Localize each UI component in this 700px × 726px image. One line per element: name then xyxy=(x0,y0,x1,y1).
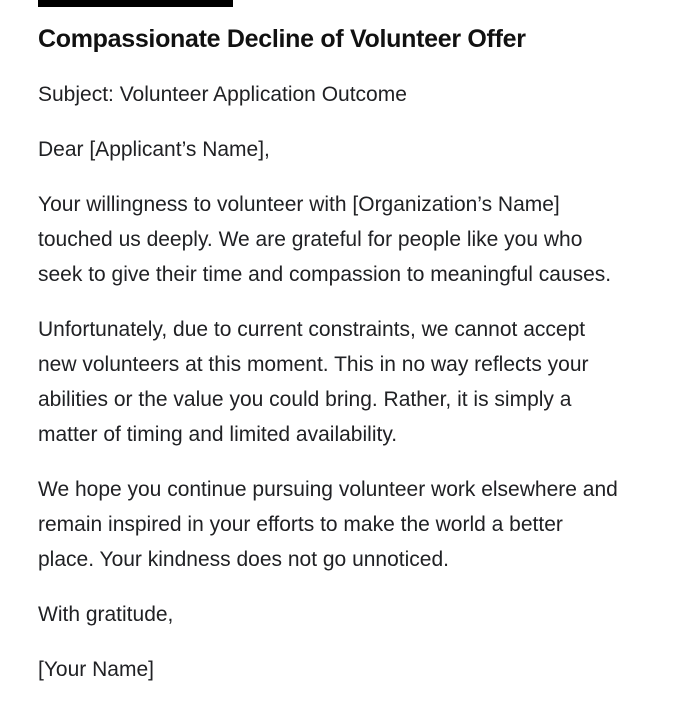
text-line: new volunteers at this moment. This in no way reflects your xyxy=(38,353,589,376)
signature-placeholder: [Your Name] xyxy=(38,658,154,681)
text-line: Your willingness to volunteer with [Organization’s Name] xyxy=(38,193,560,216)
subject-line: Subject: Volunteer Application Outcome xyxy=(38,83,407,106)
text-line: seek to give their time and compassion to meaningful causes. xyxy=(38,263,612,286)
body-paragraph-1 xyxy=(38,187,678,292)
text-line: We hope you continue pursuing volunteer work elsewhere and xyxy=(38,478,618,501)
text-line: Unfortunately, due to current constraints, we cannot accept xyxy=(38,318,586,341)
letter-document xyxy=(38,0,678,687)
text-line: place. Your kindness does not go unnoticed. xyxy=(38,548,449,571)
text-line: touched us deeply. We are grateful for people like you who xyxy=(38,228,583,251)
closing-line: With gratitude, xyxy=(38,603,174,626)
text-line: abilities or the value you could bring. Rather, it is simply a xyxy=(38,388,572,411)
body-paragraph-2 xyxy=(38,312,678,452)
text-line: remain inspired in your efforts to make the world a better xyxy=(38,513,563,536)
salutation: Dear [Applicant’s Name], xyxy=(38,138,270,161)
page-title: Compassionate Decline of Volunteer Offer xyxy=(38,25,526,53)
body-paragraph-3 xyxy=(38,472,678,577)
text-line: matter of timing and limited availability. xyxy=(38,423,398,446)
